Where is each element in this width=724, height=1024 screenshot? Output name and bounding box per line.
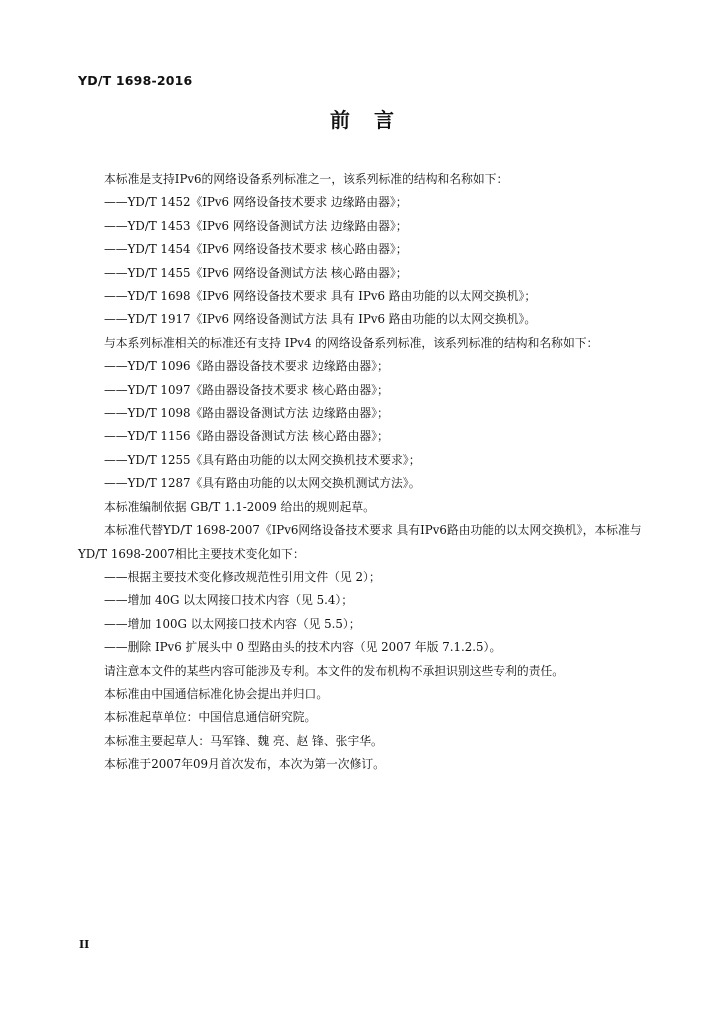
- list-item-standard: ——YD/T 1452《IPv6 网络设备技术要求 边缘路由器》；: [104, 195, 408, 210]
- foreword-body: [78, 168, 658, 777]
- list-item-standard: ——YD/T 1454《IPv6 网络设备技术要求 核心路由器》；: [104, 242, 408, 257]
- list-item-standard: ——YD/T 1453《IPv6 网络设备测试方法 边缘路由器》；: [104, 218, 408, 233]
- page-number: II: [79, 938, 90, 951]
- paragraph-patent-notice: 请注意本文件的某些内容可能涉及专利。本文件的发布机构不承担识别这些专利的责任。: [104, 663, 565, 678]
- list-item-standard: ——YD/T 1917《IPv6 网络设备测试方法 具有 IPv6 路由功能的以太网交换机》。: [104, 312, 537, 327]
- page-title: [0, 104, 724, 133]
- list-item-related-standard: ——YD/T 1156《路由器设备测试方法 核心路由器》；: [104, 429, 389, 444]
- paragraph-intro: 本标准是支持IPv6的网络设备系列标准之一，该系列标准的结构和名称如下：: [104, 172, 509, 186]
- list-item-change: ——增加 40G 以太网接口技术内容（见 5.4）；: [104, 593, 354, 608]
- list-item-change: ——增加 100G 以太网接口技术内容（见 5.5）；: [104, 616, 361, 631]
- list-item-related-standard: ——YD/T 1097《路由器设备技术要求 核心路由器》；: [104, 382, 389, 397]
- list-item-change: ——根据主要技术变化修改规范性引用文件（见 2）；: [104, 569, 381, 584]
- paragraph-replacement: 本标准代替YD/T 1698-2007《IPv6网络设备技术要求 具有IPv6路由功能的以太网交换机》，本标准与YD/T 1698-2007相比主要技术变化如下：: [78, 523, 642, 561]
- title-char-1: 前: [330, 108, 350, 132]
- paragraph-proposer: 本标准由中国通信标准化协会提出并归口。: [104, 686, 329, 701]
- list-item-change: ——删除 IPv6 扩展头中 0 型路由头的技术内容（见 2007 年版 7.1.2.5）。: [104, 640, 502, 655]
- document-code-header: YD/T 1698-2016: [78, 73, 193, 88]
- list-item-standard: ——YD/T 1455《IPv6 网络设备测试方法 核心路由器》；: [104, 265, 408, 280]
- list-item-standard: ——YD/T 1698《IPv6 网络设备技术要求 具有 IPv6 路由功能的以太网交换机》；: [104, 289, 537, 304]
- paragraph-related-standards: 与本系列标准相关的标准还有支持 IPv4 的网络设备系列标准，该系列标准的结构和名称如下：: [104, 335, 599, 350]
- list-item-related-standard: ——YD/T 1255《具有路由功能的以太网交换机技术要求》；: [104, 452, 421, 467]
- list-item-related-standard: ——YD/T 1098《路由器设备测试方法 边缘路由器》；: [104, 406, 389, 421]
- list-item-related-standard: ——YD/T 1096《路由器设备技术要求 边缘路由器》；: [104, 359, 389, 374]
- title-char-2: 言: [374, 108, 394, 132]
- list-item-related-standard: ——YD/T 1287《具有路由功能的以太网交换机测试方法》。: [104, 476, 421, 491]
- paragraph-drafters: 本标准主要起草人：马军锋、魏 亮、赵 锋、张宇华。: [104, 733, 383, 748]
- paragraph-publication-history: 本标准于2007年09月首次发布，本次为第一次修订。: [104, 757, 385, 772]
- paragraph-drafting-unit: 本标准起草单位：中国信息通信研究院。: [104, 710, 317, 725]
- paragraph-drafting-rules: 本标准编制依据 GB/T 1.1-2009 给出的规则起草。: [104, 499, 375, 514]
